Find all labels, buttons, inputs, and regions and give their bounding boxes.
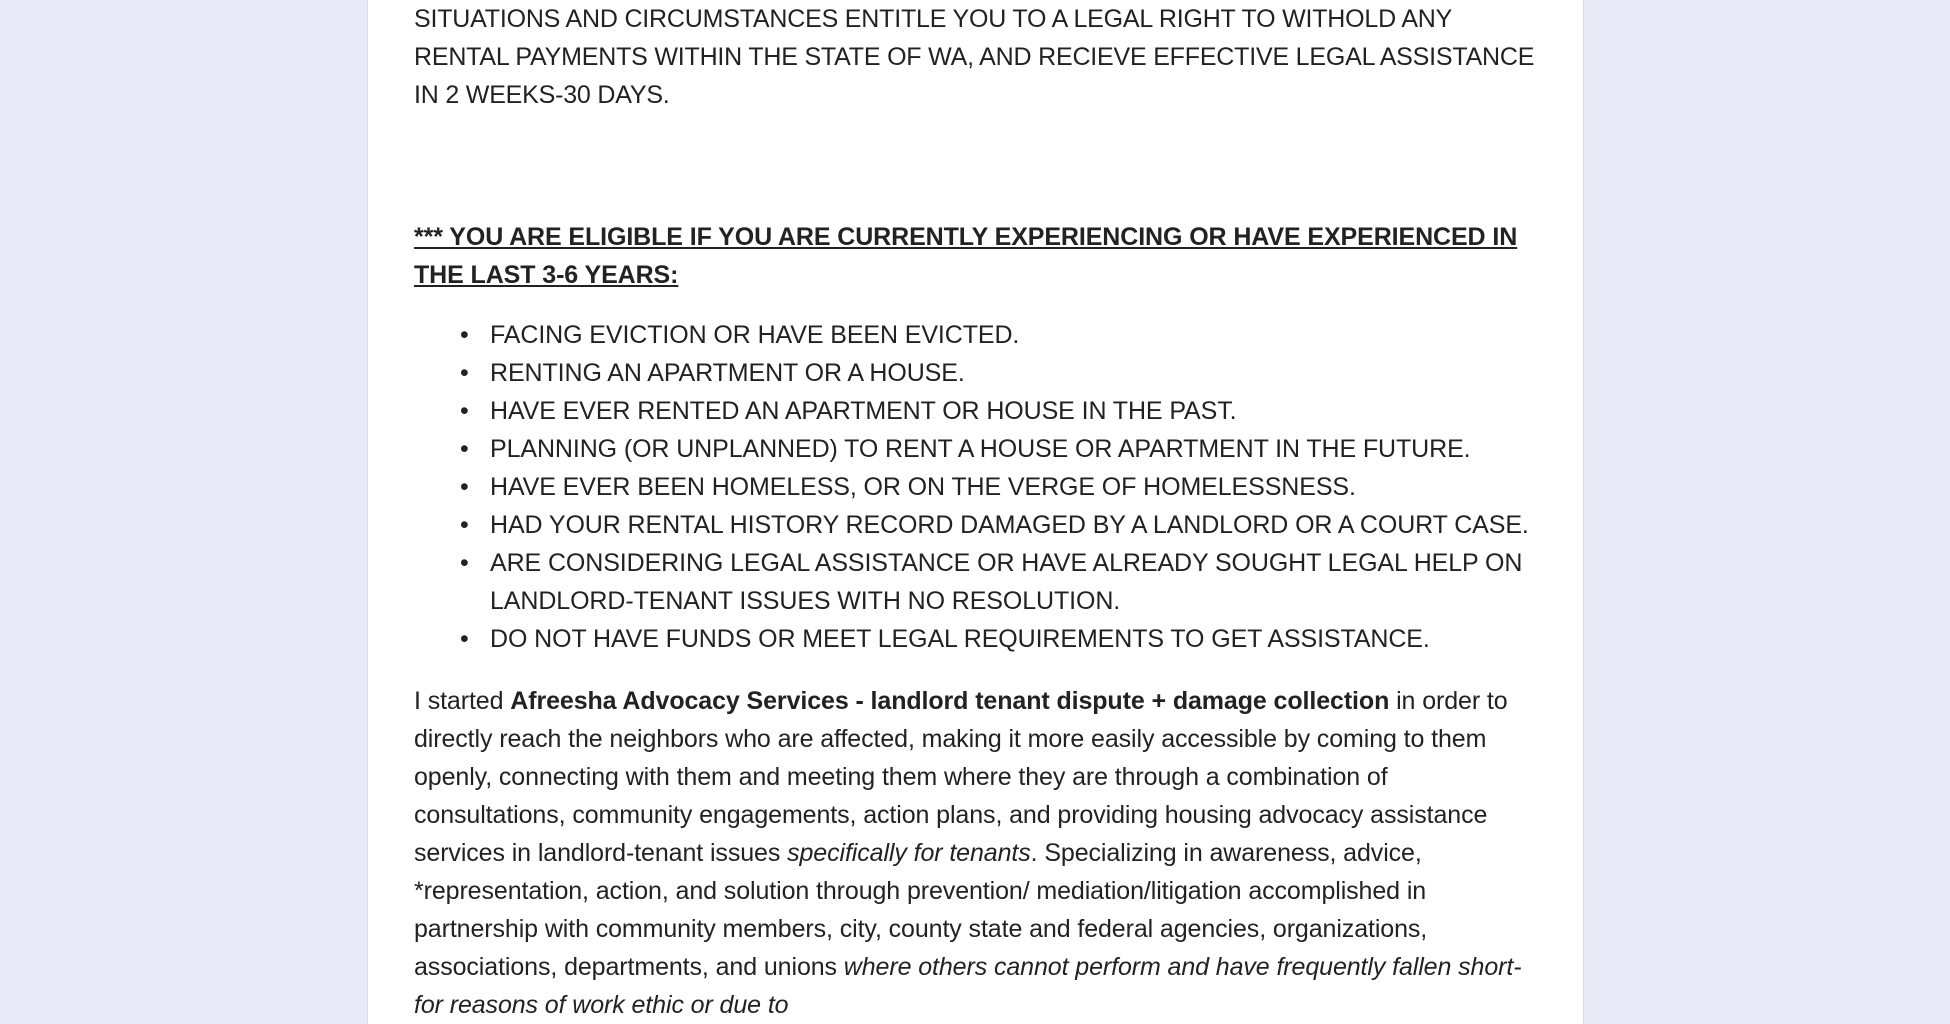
paragraph-text: in order to directly reach the neighbors who are affected, making it more easily accessible by coming to them openly, connecting with them and meeting them where they are through a combination of consultations, community engagements, action plans, and providing housing advocacy assistance services in landlord-tenant issues: [414, 687, 1508, 867]
list-item-text: RENTING AN APARTMENT OR A HOUSE.: [490, 359, 965, 387]
bullet-icon: •: [460, 435, 469, 463]
document-page: [368, 0, 1583, 1024]
paragraph-text: I started: [414, 687, 511, 715]
bullet-icon: •: [460, 625, 469, 653]
description-paragraph: [414, 682, 1544, 1024]
emphasis-text: where others cannot perform and have frequently fallen short- for reasons of work ethic or due to: [414, 953, 1522, 1019]
list-item-text: PLANNING (OR UNPLANNED) TO RENT A HOUSE OR APARTMENT IN THE FUTURE.: [490, 435, 1471, 463]
document-content: [414, 0, 1544, 1024]
list-item: [460, 316, 1544, 354]
paragraph-text: . Specializing in awareness, advice, *representation, action, and solution through prevention/ mediation/litigation accomplished in partnership with community members, city, county state and federal agencies, organizations, associations, departments, and unions: [414, 839, 1428, 981]
list-item: [460, 544, 1544, 620]
list-item: [460, 354, 1544, 392]
bullet-icon: •: [460, 359, 469, 387]
eligibility-heading: *** YOU ARE ELIGIBLE IF YOU ARE CURRENTLY EXPERIENCING OR HAVE EXPERIENCED IN THE LAST 3-6 YEARS:: [414, 223, 1518, 289]
list-item-text: ARE CONSIDERING LEGAL ASSISTANCE OR HAVE ALREADY SOUGHT LEGAL HELP ON LANDLORD-TENANT ISSUES WITH NO RESOLUTION.: [490, 549, 1523, 615]
eligibility-list: [414, 316, 1544, 658]
list-item: [460, 392, 1544, 430]
organization-name: Afreesha Advocacy Services - landlord tenant dispute + damage collection: [510, 687, 1390, 715]
list-item: [460, 620, 1544, 658]
list-item-text: HAD YOUR RENTAL HISTORY RECORD DAMAGED BY A LANDLORD OR A COURT CASE.: [490, 511, 1529, 539]
list-item-text: HAVE EVER BEEN HOMELESS, OR ON THE VERGE OF HOMELESSNESS.: [490, 473, 1356, 501]
list-item-text: DO NOT HAVE FUNDS OR MEET LEGAL REQUIREMENTS TO GET ASSISTANCE.: [490, 625, 1430, 653]
list-item: [460, 506, 1544, 544]
list-item: [460, 468, 1544, 506]
intro-paragraph: SITUATIONS AND CIRCUMSTANCES ENTITLE YOU TO A LEGAL RIGHT TO WITHOLD ANY RENTAL PAYMENTS WITHIN THE STATE OF WA, AND RECIEVE EFFECTIVE LEGAL ASSISTANCE IN 2 WEEKS-30 DAYS.: [414, 5, 1535, 109]
bullet-icon: •: [460, 549, 469, 577]
bullet-icon: •: [460, 473, 469, 501]
bullet-icon: •: [460, 511, 469, 539]
list-item-text: FACING EVICTION OR HAVE BEEN EVICTED.: [490, 321, 1020, 349]
emphasis-text: specifically for tenants: [787, 839, 1031, 867]
list-item: [460, 430, 1544, 468]
list-item-text: HAVE EVER RENTED AN APARTMENT OR HOUSE IN THE PAST.: [490, 397, 1237, 425]
bullet-icon: •: [460, 321, 469, 349]
bullet-icon: •: [460, 397, 469, 425]
